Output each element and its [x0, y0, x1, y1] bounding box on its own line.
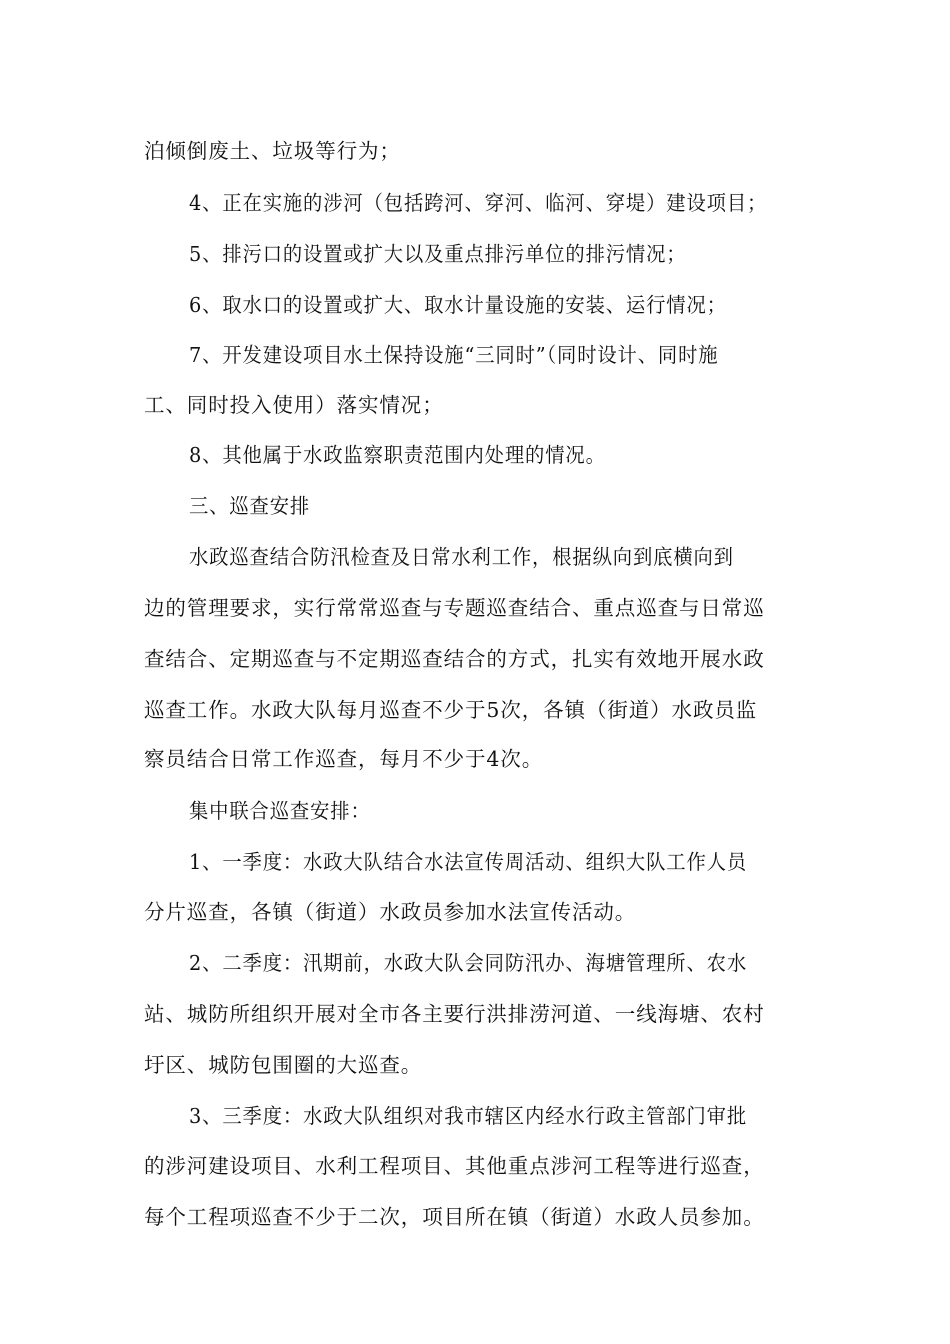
text-line: 工、同时投入使用）落实情况；	[144, 393, 444, 417]
section-heading: 三、巡查安排	[189, 494, 311, 518]
list-item-3: 3、三季度：水政大队组织对我市辖区内经水行政主管部门审批	[189, 1104, 748, 1128]
subheading: 集中联合巡查安排：	[189, 799, 371, 823]
text-line: 泊倾倒废土、垃圾等行为；	[144, 139, 401, 163]
list-item-2: 2、二季度：汛期前，水政大队会同防汛办、海塘管理所、农水	[189, 951, 748, 975]
text-line: 分片巡查，各镇（街道）水政员参加水法宣传活动。	[144, 900, 637, 924]
paragraph-line: 边的管理要求，实行常常巡查与专题巡查结合、重点巡查与日常巡	[144, 596, 765, 620]
list-item-1: 1、一季度：水政大队结合水法宣传周活动、组织大队工作人员	[189, 850, 748, 874]
text-line: 的涉河建设项目、水利工程项目、其他重点涉河工程等进行巡查，	[144, 1154, 765, 1178]
list-item-6: 6、取水口的设置或扩大、取水计量设施的安装、运行情况；	[189, 293, 727, 317]
text-line: 圩区、城防包围圈的大巡查。	[144, 1053, 423, 1077]
list-item-4: 4、正在实施的涉河（包括跨河、穿河、临河、穿堤）建设项目；	[189, 191, 768, 215]
list-item-8: 8、其他属于水政监察职责范围内处理的情况。	[189, 443, 606, 467]
text-line: 站、城防所组织开展对全市各主要行洪排涝河道、一线海塘、农村	[144, 1002, 765, 1026]
list-item-7: 7、开发建设项目水土保持设施“三同时”（同时设计、同时施	[189, 343, 719, 367]
paragraph-line: 察员结合日常工作巡查，每月不少于4次。	[144, 747, 544, 771]
text-line: 每个工程项巡查不少于二次，项目所在镇（街道）水政人员参加。	[144, 1205, 765, 1229]
paragraph-line: 巡查工作。水政大队每月巡查不少于5次，各镇（街道）水政员监	[144, 698, 758, 722]
list-item-5: 5、排污口的设置或扩大以及重点排污单位的排污情况；	[189, 242, 687, 266]
paragraph-line: 水政巡查结合防汛检查及日常水利工作，根据纵向到底横向到	[189, 545, 734, 569]
paragraph-line: 查结合、定期巡查与不定期巡查结合的方式，扎实有效地开展水政	[144, 647, 765, 671]
